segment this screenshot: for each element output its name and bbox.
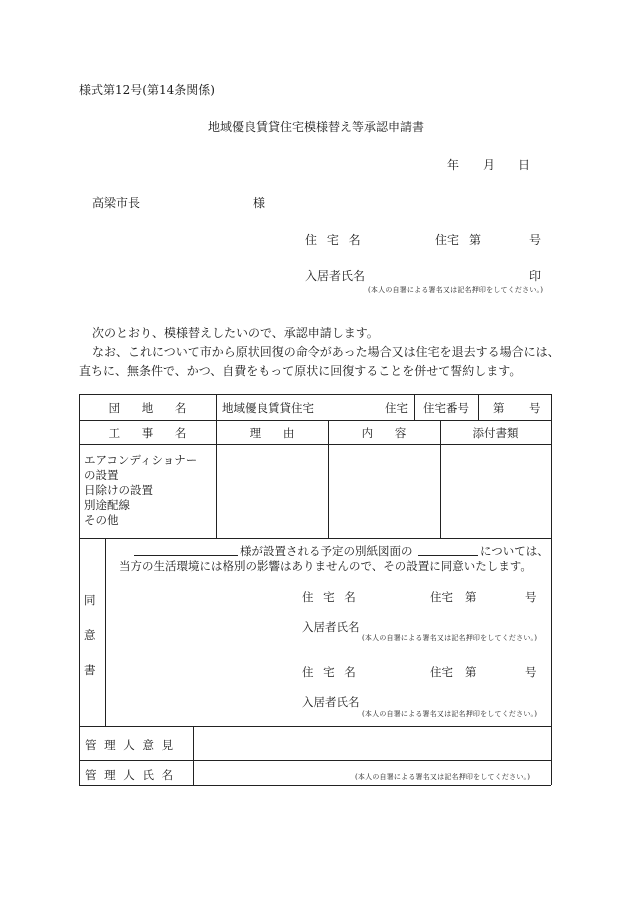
work-item: 日除けの設置: [84, 483, 153, 497]
date-day-label: 日: [518, 158, 531, 172]
seal-mark: 印: [529, 269, 542, 283]
work-item: その他: [84, 513, 119, 527]
applicant-house-prefix: 住宅: [435, 233, 460, 247]
consent-resident-label: 入居者氏名: [302, 620, 360, 634]
date-month-label: 月: [483, 158, 496, 172]
consent-text-2: については、: [480, 544, 549, 558]
neighbor-name-blank: [134, 555, 238, 556]
house-number-gou: 号: [529, 401, 541, 415]
applicant-gou: 号: [529, 233, 542, 247]
addressee-honorific: 様: [253, 196, 266, 210]
consent-house-prefix: 住宅: [430, 665, 453, 679]
complex-name-value: 地域優良賃貸住宅: [222, 401, 314, 415]
consent-side-label-3: 書: [84, 663, 96, 677]
col-header-attachments: 添付書類: [472, 426, 519, 440]
consent-signature-note: (本人の自署による署名又は記名押印をしてください。): [362, 634, 538, 642]
consent-house-name-label: 住 宅 名: [302, 590, 356, 604]
house-number-label: 住宅番号: [423, 401, 469, 415]
consent-signature-note: (本人の自署による署名又は記名押印をしてください。): [362, 710, 538, 718]
item-name-blank: [418, 555, 478, 556]
manager-name-label: 管 理 人 氏 名: [85, 768, 174, 782]
consent-house-prefix: 住宅: [430, 590, 453, 604]
work-items-list: [84, 453, 197, 528]
manager-signature-note: (本人の自署による署名又は記名押印をしてください。): [355, 773, 531, 781]
consent-dai: 第: [465, 590, 477, 604]
form-number: 様式第12号(第14条関係): [79, 83, 215, 97]
body-line-1: 次のとおり、模様替えしたいので、承認申請します。: [92, 326, 379, 340]
consent-gou: 号: [525, 665, 537, 679]
manager-opinion-label: 管 理 人 意 見: [85, 738, 174, 752]
applicant-signature-note: (本人の自署による署名又は記名押印をしてください。): [368, 286, 544, 294]
house-number-dai: 第: [493, 401, 505, 415]
col-header-work: 工 事 名: [108, 426, 187, 440]
applicant-dai: 第: [469, 233, 482, 247]
consent-resident-label: 入居者氏名: [302, 695, 360, 709]
consent-gou: 号: [525, 590, 537, 604]
col-header-reason: 理 由: [249, 426, 295, 440]
work-item: エアコンディショナー: [84, 453, 198, 467]
consent-text-3: 当方の生活環境には格別の影響はありませんので、その設置に同意いたします。: [119, 559, 532, 573]
col-header-content: 内 容: [361, 426, 407, 440]
body-line-2: なお、これについて市から原状回復の命令があった場合又は住宅を退去する場合には、: [92, 345, 560, 359]
complex-suffix: 住宅: [385, 401, 408, 415]
applicant-house-name-label: 住 宅 名: [305, 233, 361, 247]
consent-house-name-label: 住 宅 名: [302, 665, 356, 679]
consent-dai: 第: [465, 665, 477, 679]
work-item: 別途配線: [84, 498, 130, 512]
date-year-label: 年: [447, 158, 460, 172]
consent-side-label-2: 意: [84, 628, 96, 642]
consent-side-label-1: 同: [84, 593, 96, 607]
addressee-name: 高梁市長: [92, 196, 141, 210]
applicant-resident-label: 入居者氏名: [305, 269, 366, 283]
work-item: の設置: [84, 468, 119, 482]
body-line-3: 直ちに、無条件で、かつ、自費をもって原状に回復することを併せて誓約します。: [79, 364, 522, 378]
consent-text-1: 様が設置される予定の別紙図面の: [240, 544, 413, 558]
complex-name-label: 団 地 名: [108, 401, 187, 415]
page-title: 地域優良賃貸住宅模様替え等承認申請書: [208, 120, 425, 134]
